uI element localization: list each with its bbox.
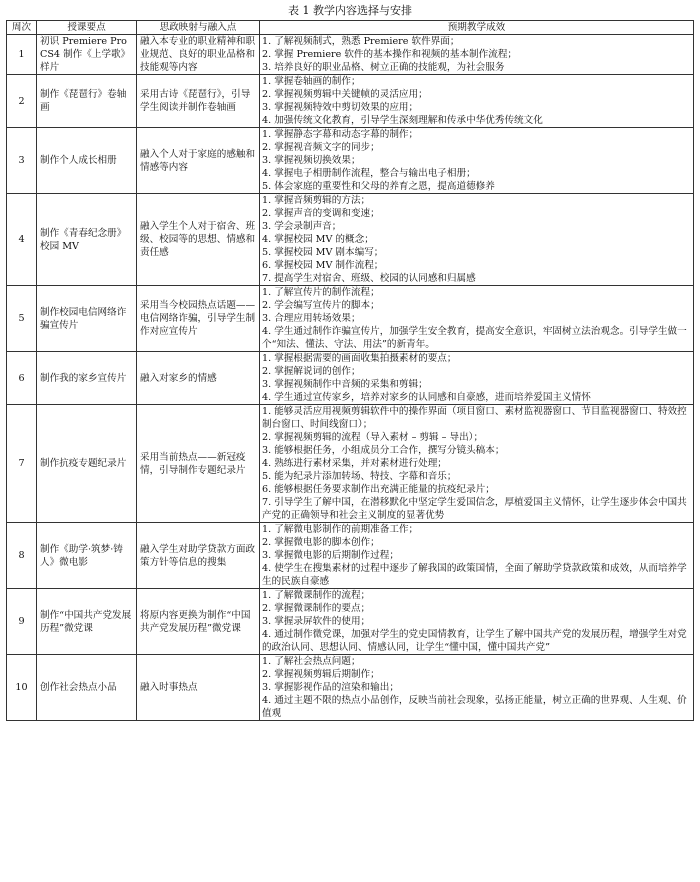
outcome-item: 6. 掌握校园 MV 制作流程；	[262, 260, 384, 271]
cell-ideological-point: 融入个人对于家庭的感触和情感等内容	[137, 128, 260, 194]
outcome-item: 3. 合理应用转场效果；	[262, 313, 361, 324]
header-teaching-points: 授课要点	[37, 21, 137, 35]
table-row	[7, 286, 694, 352]
cell-outcomes	[260, 35, 694, 75]
outcome-item: 3. 掌握影视作品的渲染和输出；	[262, 682, 399, 693]
cell-week: 2	[7, 75, 37, 128]
table-row	[7, 35, 694, 75]
cell-outcomes	[260, 128, 694, 194]
cell-ideological-point: 融入对家乡的情感	[137, 352, 260, 405]
outcome-item: 5. 体会家庭的重要性和父母的养育之恩，提高道德修养	[262, 181, 495, 192]
outcome-item: 3. 掌握微电影的后期制作过程；	[262, 550, 399, 561]
cell-ideological-point: 采用当今校园热点话题——电信网络诈骗，引导学生制作对应宣传片	[137, 286, 260, 352]
table-row	[7, 589, 694, 655]
cell-outcomes	[260, 75, 694, 128]
cell-teaching-point: 制作校园电信网络诈骗宣传片	[37, 286, 137, 352]
outcome-item: 2. 掌握微课制作的要点；	[262, 603, 371, 614]
outcome-item: 4. 使学生在搜集素材的过程中逐步了解我国的政策国情，全面了解助学贷款政策和成效，从而培养学生的民族自豪感	[262, 563, 687, 587]
cell-outcomes	[260, 523, 694, 589]
header-week: 周次	[7, 21, 37, 35]
cell-week: 6	[7, 352, 37, 405]
outcome-item: 4. 掌握电子相册制作流程，整合与输出电子相册；	[262, 168, 476, 179]
cell-teaching-point: 制作个人成长相册	[37, 128, 137, 194]
outcome-item: 1. 掌握静态字幕和动态字幕的制作；	[262, 129, 419, 140]
header-ideological-points: 思政映射与融入点	[137, 21, 260, 35]
cell-teaching-point: 制作抗疫专题纪录片	[37, 405, 137, 523]
outcome-item: 1. 了解微电影制作的前期准备工作；	[262, 524, 419, 535]
cell-week: 3	[7, 128, 37, 194]
cell-ideological-point: 融入学生个人对于宿舍、班级、校园等的思想、情感和责任感	[137, 194, 260, 286]
outcome-item: 4. 加强传统文化教育，引导学生深刻理解和传承中华优秀传统文化	[262, 115, 543, 126]
outcome-item: 4. 掌握校园 MV 的概念；	[262, 234, 374, 245]
cell-week: 9	[7, 589, 37, 655]
outcome-item: 1. 了解社会热点问题；	[262, 656, 361, 667]
outcome-item: 2. 掌握解说词的创作；	[262, 366, 361, 377]
cell-ideological-point: 将原内容更换为制作“中国共产党发展历程”微党课	[137, 589, 260, 655]
cell-outcomes	[260, 352, 694, 405]
outcome-item: 2. 掌握视频剪辑后期制作；	[262, 669, 380, 680]
cell-week: 7	[7, 405, 37, 523]
cell-teaching-point: 制作《琵琶行》卷轴画	[37, 75, 137, 128]
cell-outcomes	[260, 286, 694, 352]
table-header-row	[7, 21, 694, 35]
outcome-item: 4. 通过主题不限的热点小品创作，反映当前社会现象，弘扬正能量，树立正确的世界观、人生观、价值观	[262, 695, 687, 719]
cell-teaching-point: 创作社会热点小品	[37, 655, 137, 721]
cell-teaching-point: 制作《青春纪念册》校园 MV	[37, 194, 137, 286]
outcome-item: 2. 掌握视音频文字的同步；	[262, 142, 380, 153]
outcome-item: 4. 学生通过制作诈骗宣传片，加强学生安全教育，提高安全意识，牢固树立法治观念。引导学生做一个“知法、懂法、守法、用法”的新青年。	[262, 326, 687, 350]
outcome-item: 2. 掌握 Premiere 软件的基本操作和视频的基本制作流程；	[262, 49, 518, 60]
outcome-item: 3. 掌握视频切换效果；	[262, 155, 361, 166]
outcome-item: 2. 掌握微电影的脚本创作；	[262, 537, 380, 548]
outcome-item: 1. 掌握卷轴画的制作；	[262, 76, 361, 87]
outcome-item: 3. 培养良好的职业品格、树立正确的技能观，为社会服务	[262, 62, 505, 73]
outcome-item: 6. 能够根据任务要求制作出充满正能量的抗疫纪录片；	[262, 484, 495, 495]
outcome-item: 1. 掌握根据需要的画面收集拍摄素材的要点；	[262, 353, 457, 364]
outcome-item: 2. 掌握视频剪辑的流程（导入素材 – 剪辑 – 导出）；	[262, 432, 484, 443]
outcome-item: 3. 能够根据任务，小组成员分工合作，撰写分镜头稿本；	[262, 445, 505, 456]
table-row	[7, 655, 694, 721]
outcome-item: 2. 掌握视频剪辑中关键帧的灵活应用；	[262, 89, 428, 100]
outcome-item: 1. 能够灵活应用视频剪辑软件中的操作界面（项目窗口、素材监视器窗口、节目监视器窗口、特效控制台窗口、时间线窗口）；	[262, 406, 687, 430]
cell-ideological-point: 采用当前热点——新冠疫情，引导制作专题纪录片	[137, 405, 260, 523]
table-caption: 表 1 教学内容选择与安排	[288, 4, 412, 17]
outcome-item: 4. 熟练进行素材采集，并对素材进行处理；	[262, 458, 447, 469]
table-row	[7, 75, 694, 128]
cell-outcomes	[260, 589, 694, 655]
outcome-item: 3. 掌握视频制作中音频的采集和剪辑；	[262, 379, 428, 390]
table-row	[7, 405, 694, 523]
cell-week: 4	[7, 194, 37, 286]
cell-outcomes	[260, 405, 694, 523]
cell-ideological-point: 融入本专业的职业精神和职业规范、良好的职业品格和技能观等内容	[137, 35, 260, 75]
cell-outcomes	[260, 194, 694, 286]
header-expected-outcomes: 预期教学成效	[260, 21, 694, 35]
outcome-item: 1. 掌握音频剪辑的方法；	[262, 195, 371, 206]
cell-week: 1	[7, 35, 37, 75]
outcome-item: 4. 通过制作微党课，加强对学生的党史国情教育，让学生了解中国共产党的发展历程，增强学生对党的政治认同、思想认同、情感认同，让学生“懂中国，懂中国共产党”	[262, 629, 687, 653]
outcome-item: 5. 能为纪录片添加转场、特技、字幕和音乐；	[262, 471, 457, 482]
cell-week: 5	[7, 286, 37, 352]
table-row	[7, 128, 694, 194]
outcome-item: 2. 掌握声音的变调和变速；	[262, 208, 380, 219]
outcome-item: 7. 引导学生了解中国，在潜移默化中坚定学生爱国信念，厚植爱国主义情怀，让学生逐步体会中国共产党的正确领导和社会主义制度的显著优势	[262, 497, 687, 521]
teaching-content-table	[6, 20, 694, 721]
cell-outcomes	[260, 655, 694, 721]
outcome-item: 1. 了解宣传片的制作流程；	[262, 287, 380, 298]
cell-teaching-point: 制作《助学·筑梦·铸人》微电影	[37, 523, 137, 589]
cell-ideological-point: 融入学生对助学贷款方面政策方针等信息的搜集	[137, 523, 260, 589]
table-row	[7, 523, 694, 589]
outcome-item: 1. 了解视频制式，熟悉 Premiere 软件界面；	[262, 36, 460, 47]
outcome-item: 3. 掌握视频特效中剪切效果的应用；	[262, 102, 419, 113]
cell-ideological-point: 融入时事热点	[137, 655, 260, 721]
outcome-item: 3. 学会录制声音；	[262, 221, 342, 232]
cell-week: 8	[7, 523, 37, 589]
outcome-item: 4. 学生通过宣传家乡，培养对家乡的认同感和自豪感，进而培养爱国主义情怀	[262, 392, 591, 403]
outcome-item: 7. 提高学生对宿舍、班级、校园的认同感和归属感	[262, 273, 476, 284]
table-row	[7, 352, 694, 405]
outcome-item: 5. 掌握校园 MV 剧本编写；	[262, 247, 384, 258]
cell-teaching-point: 制作我的家乡宣传片	[37, 352, 137, 405]
outcome-item: 3. 掌握录屏软件的使用；	[262, 616, 371, 627]
outcome-item: 2. 学会编写宣传片的脚本；	[262, 300, 380, 311]
cell-teaching-point: 初识 Premiere Pro CS4 制作《上学歌》样片	[37, 35, 137, 75]
cell-teaching-point: 制作“中国共产党发展历程”微党课	[37, 589, 137, 655]
cell-week: 10	[7, 655, 37, 721]
cell-ideological-point: 采用古诗《琵琶行》，引导学生阅读并制作卷轴画	[137, 75, 260, 128]
table-row	[7, 194, 694, 286]
outcome-item: 1. 了解微课制作的流程；	[262, 590, 371, 601]
